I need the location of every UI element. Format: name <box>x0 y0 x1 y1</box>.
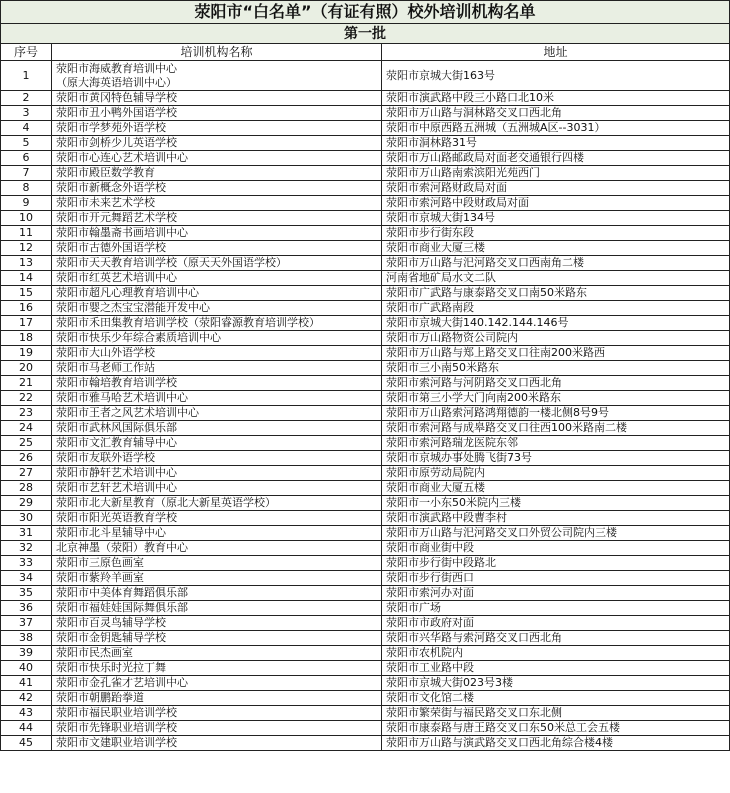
institution-name: 荥阳市北斗星辅导中心 <box>56 526 166 539</box>
institution-name: 荥阳市殿臣数学教育 <box>56 166 155 179</box>
table-row <box>1 331 730 346</box>
table-row <box>1 466 730 481</box>
table-row <box>1 496 730 511</box>
institution-name-cell <box>52 481 382 496</box>
table-row <box>1 241 730 256</box>
institution-address: 荥阳市商业街中段 <box>382 541 730 556</box>
institution-address: 荥阳市步行街东段 <box>382 226 730 241</box>
institution-name: 荥阳市百灵鸟辅导学校 <box>56 616 166 629</box>
institution-name-cell <box>52 286 382 301</box>
table-row <box>1 181 730 196</box>
row-number: 36 <box>1 601 52 616</box>
row-number: 26 <box>1 451 52 466</box>
table-row <box>1 586 730 601</box>
table-row <box>1 406 730 421</box>
institution-name: 荥阳市红英艺术培训中心 <box>56 271 177 284</box>
institution-address: 荥阳市康泰路与唐王路交叉口东50米总工会五楼 <box>382 721 730 736</box>
row-number: 11 <box>1 226 52 241</box>
institution-name: 荥阳市静轩艺术培训中心 <box>56 466 177 479</box>
institution-name: 荥阳市紫羚羊画室 <box>56 571 144 584</box>
institution-name: 荥阳市新概念外语学校 <box>56 181 166 194</box>
row-number: 2 <box>1 91 52 106</box>
row-number: 3 <box>1 106 52 121</box>
row-number: 40 <box>1 661 52 676</box>
institution-name-cell <box>52 316 382 331</box>
row-number: 16 <box>1 301 52 316</box>
table-row <box>1 121 730 136</box>
institution-name-cell <box>52 256 382 271</box>
institution-name-cell <box>52 511 382 526</box>
table-row <box>1 451 730 466</box>
institution-name: 荥阳市开元舞蹈艺术学校 <box>56 211 177 224</box>
table-row <box>1 136 730 151</box>
table-row <box>1 151 730 166</box>
institution-name-cell <box>52 556 382 571</box>
institution-name: 荥阳市北大新星教育（原北大新星英语学校） <box>56 496 276 509</box>
institution-name-cell <box>52 271 382 286</box>
institution-name: 荥阳市海威教育培训中心 <box>56 61 177 75</box>
institution-address: 荥阳市广武路与康泰路交叉口南50米路东 <box>382 286 730 301</box>
column-header-no: 序号 <box>1 44 52 61</box>
row-number: 4 <box>1 121 52 136</box>
institution-address: 荥阳市工业路中段 <box>382 661 730 676</box>
institution-name: 荥阳市婴之杰宝宝潜能开发中心 <box>56 301 210 314</box>
institution-name-cell <box>52 361 382 376</box>
institution-name-cell <box>52 406 382 421</box>
institution-address: 荥阳市索河路与河阴路交叉口西北角 <box>382 376 730 391</box>
table-row <box>1 481 730 496</box>
institution-address: 荥阳市索河路财政局对面 <box>382 181 730 196</box>
row-number: 19 <box>1 346 52 361</box>
table-row <box>1 346 730 361</box>
institution-name-cell <box>52 106 382 121</box>
table-row <box>1 316 730 331</box>
row-number: 38 <box>1 631 52 646</box>
institution-name-cell <box>52 466 382 481</box>
institution-address: 荥阳市三小南50米路东 <box>382 361 730 376</box>
institution-name: 荥阳市天天教育培训学校（原天天外国语学校） <box>56 256 287 269</box>
institution-address: 荥阳市原劳动局院内 <box>382 466 730 481</box>
institution-name-cell <box>52 661 382 676</box>
table-row <box>1 301 730 316</box>
institution-address: 荥阳市中原西路五洲城（五洲城A区--3031） <box>382 121 730 136</box>
table-row <box>1 556 730 571</box>
row-number: 20 <box>1 361 52 376</box>
institution-address: 荥阳市万山路与郑上路交叉口往南200米路西 <box>382 346 730 361</box>
table-row <box>1 421 730 436</box>
institution-name-cell <box>52 211 382 226</box>
row-number: 14 <box>1 271 52 286</box>
institution-address: 荥阳市万山路索河路鸿翔德韵一楼北侧8号9号 <box>382 406 730 421</box>
table-row <box>1 106 730 121</box>
institution-name-cell <box>52 616 382 631</box>
table-row <box>1 511 730 526</box>
institution-address: 荥阳市文化馆二楼 <box>382 691 730 706</box>
institution-name: 荥阳市中美体育舞蹈俱乐部 <box>56 586 188 599</box>
row-number: 29 <box>1 496 52 511</box>
row-number: 22 <box>1 391 52 406</box>
row-number: 32 <box>1 541 52 556</box>
institution-address: 荥阳市万山路与洞林路交叉口西北角 <box>382 106 730 121</box>
institution-name: 荥阳市学梦苑外语学校 <box>56 121 166 134</box>
row-number: 43 <box>1 706 52 721</box>
table-row <box>1 676 730 691</box>
institution-name: 荥阳市心连心艺术培训中心 <box>56 151 188 164</box>
table-row <box>1 691 730 706</box>
institution-name: 荥阳市翰墨斋书画培训中心 <box>56 226 188 239</box>
row-number: 42 <box>1 691 52 706</box>
row-number: 9 <box>1 196 52 211</box>
institution-name: 荥阳市民杰画室 <box>56 646 133 659</box>
table-row <box>1 736 730 751</box>
institution-address: 荥阳市京城大街163号 <box>382 61 730 91</box>
institution-name: 荥阳市快乐时光拉丁舞 <box>56 661 166 674</box>
institution-address: 荥阳市一小东50米院内三楼 <box>382 496 730 511</box>
row-number: 15 <box>1 286 52 301</box>
table-row <box>1 571 730 586</box>
table-row <box>1 616 730 631</box>
institution-name: 荥阳市福娃娃国际舞俱乐部 <box>56 601 188 614</box>
institution-name-cell <box>52 121 382 136</box>
institution-address: 荥阳市广场 <box>382 601 730 616</box>
row-number: 17 <box>1 316 52 331</box>
institution-name-cell <box>52 61 382 91</box>
row-number: 31 <box>1 526 52 541</box>
institution-name: 北京神墨（荥阳）教育中心 <box>56 541 188 554</box>
table-row <box>1 646 730 661</box>
institution-name-cell <box>52 721 382 736</box>
table-row <box>1 541 730 556</box>
institution-name: 荥阳市阳光英语教育学校 <box>56 511 177 524</box>
institution-name-cell <box>52 166 382 181</box>
institution-name-cell <box>52 526 382 541</box>
institution-address: 荥阳市演武路中段曹李村 <box>382 511 730 526</box>
row-number: 23 <box>1 406 52 421</box>
institution-name-cell <box>52 676 382 691</box>
header-row <box>1 44 730 61</box>
table-row <box>1 631 730 646</box>
institution-name-cell <box>52 601 382 616</box>
institution-address: 荥阳市商业大厦五楼 <box>382 481 730 496</box>
table-row <box>1 196 730 211</box>
institution-name-cell <box>52 226 382 241</box>
institution-name: 荥阳市金孔雀才艺培训中心 <box>56 676 188 689</box>
institution-address: 荥阳市兴华路与索河路交叉口西北角 <box>382 631 730 646</box>
table-row <box>1 256 730 271</box>
institution-name-cell <box>52 631 382 646</box>
institution-name: 荥阳市三原色画室 <box>56 556 144 569</box>
institution-name-cell <box>52 91 382 106</box>
table-row <box>1 286 730 301</box>
institution-name-cell <box>52 421 382 436</box>
institution-name: 荥阳市未来艺术学校 <box>56 196 155 209</box>
institution-address: 荥阳市索河路与成皋路交叉口往西100米路南二楼 <box>382 421 730 436</box>
institution-name: 荥阳市友联外语学校 <box>56 451 155 464</box>
institution-address: 荥阳市京城大街023号3楼 <box>382 676 730 691</box>
institution-name: 荥阳市文建职业培训学校 <box>56 736 177 749</box>
institution-name-cell <box>52 151 382 166</box>
table-row <box>1 526 730 541</box>
institution-name: 荥阳市禾田集教育培训学校（荥阳睿源教育培训学校） <box>56 316 320 329</box>
institution-name-cell <box>52 391 382 406</box>
institution-name: 荥阳市古德外国语学校 <box>56 241 166 254</box>
institution-address: 荥阳市洞林路31号 <box>382 136 730 151</box>
institution-address: 河南省地矿局水文二队 <box>382 271 730 286</box>
institution-address: 荥阳市万山路物资公司院内 <box>382 331 730 346</box>
table-row <box>1 61 730 91</box>
table-row <box>1 361 730 376</box>
row-number: 21 <box>1 376 52 391</box>
table-row <box>1 271 730 286</box>
row-number: 6 <box>1 151 52 166</box>
institution-name-cell <box>52 451 382 466</box>
institution-name: 荥阳市快乐少年综合素质培训中心 <box>56 331 221 344</box>
institution-name-cell <box>52 736 382 751</box>
row-number: 44 <box>1 721 52 736</box>
row-number: 41 <box>1 676 52 691</box>
institution-name: 荥阳市艺轩艺术培训中心 <box>56 481 177 494</box>
institution-name-cell <box>52 496 382 511</box>
institution-address: 荥阳市万山路邮政局对面老交通银行四楼 <box>382 151 730 166</box>
table-row <box>1 166 730 181</box>
institution-name-cell <box>52 586 382 601</box>
institution-name-cell <box>52 646 382 661</box>
institution-name-cell <box>52 181 382 196</box>
institution-address: 荥阳市万山路与演武路交叉口西北角综合楼4楼 <box>382 736 730 751</box>
institution-name-cell <box>52 706 382 721</box>
table-row <box>1 661 730 676</box>
table-row <box>1 391 730 406</box>
institution-name: 荥阳市金钥匙辅导学校 <box>56 631 166 644</box>
institution-address: 荥阳市京城办事处腾飞街73号 <box>382 451 730 466</box>
institution-address: 荥阳市索河办对面 <box>382 586 730 601</box>
row-number: 10 <box>1 211 52 226</box>
row-number: 5 <box>1 136 52 151</box>
institution-address: 荥阳市市政府对面 <box>382 616 730 631</box>
row-number: 24 <box>1 421 52 436</box>
institution-name-cell <box>52 301 382 316</box>
row-number: 27 <box>1 466 52 481</box>
institution-name: 荥阳市马老师工作站 <box>56 361 155 374</box>
institution-name: 荥阳市朝鹏跆拳道 <box>56 691 144 704</box>
table-row <box>1 226 730 241</box>
institution-name: 荥阳市黄冈特色辅导学校 <box>56 91 177 104</box>
institution-name-cell <box>52 376 382 391</box>
table-row <box>1 706 730 721</box>
row-number: 34 <box>1 571 52 586</box>
table-row <box>1 436 730 451</box>
institution-name-cell <box>52 691 382 706</box>
institution-name-cell <box>52 241 382 256</box>
row-number: 7 <box>1 166 52 181</box>
institution-address: 荥阳市农机院内 <box>382 646 730 661</box>
institution-name-cell <box>52 346 382 361</box>
table-row <box>1 601 730 616</box>
institution-name: 荥阳市武林风国际俱乐部 <box>56 421 177 434</box>
institution-name: 荥阳市丑小鸭外国语学校 <box>56 106 177 119</box>
table-title: 荥阳市“白名单”（有证有照）校外培训机构名单 <box>1 1 730 24</box>
table-row <box>1 211 730 226</box>
institution-address: 荥阳市索河路瑞龙医院东邻 <box>382 436 730 451</box>
institution-name-cell <box>52 331 382 346</box>
institution-address: 荥阳市京城大街140.142.144.146号 <box>382 316 730 331</box>
column-header-name: 培训机构名称 <box>52 44 382 61</box>
row-number: 45 <box>1 736 52 751</box>
table-row <box>1 721 730 736</box>
batch-label: 第一批 <box>1 24 730 44</box>
row-number: 8 <box>1 181 52 196</box>
institution-name: 荥阳市翰培教育培训学校 <box>56 376 177 389</box>
row-number: 33 <box>1 556 52 571</box>
row-number: 28 <box>1 481 52 496</box>
row-number: 39 <box>1 646 52 661</box>
institution-name: 荥阳市雅马哈艺术培训中心 <box>56 391 188 404</box>
institution-address: 荥阳市步行街中段路北 <box>382 556 730 571</box>
row-number: 13 <box>1 256 52 271</box>
row-number: 1 <box>1 61 52 91</box>
institution-address: 荥阳市演武路中段三小路口北10米 <box>382 91 730 106</box>
institution-address: 荥阳市繁荣街与福民路交叉口东北侧 <box>382 706 730 721</box>
institution-name-cell <box>52 571 382 586</box>
institution-address: 荥阳市京城大街134号 <box>382 211 730 226</box>
institution-name-cell <box>52 541 382 556</box>
row-number: 30 <box>1 511 52 526</box>
institution-name-cell <box>52 196 382 211</box>
row-number: 37 <box>1 616 52 631</box>
row-number: 18 <box>1 331 52 346</box>
institution-name: 荥阳市王者之风艺术培训中心 <box>56 406 199 419</box>
institution-address: 荥阳市步行街西口 <box>382 571 730 586</box>
table-row <box>1 376 730 391</box>
institution-address: 荥阳市商业大厦三楼 <box>382 241 730 256</box>
institution-address: 荥阳市万山路与汜河路交叉口西南角二楼 <box>382 256 730 271</box>
institution-address: 荥阳市万山路南索滨阳光苑西门 <box>382 166 730 181</box>
institution-name: 荥阳市福民职业培训学校 <box>56 706 177 719</box>
row-number: 35 <box>1 586 52 601</box>
row-number: 12 <box>1 241 52 256</box>
institution-name: 荥阳市大山外语学校 <box>56 346 155 359</box>
column-header-address: 地址 <box>382 44 730 61</box>
institution-name-cell <box>52 436 382 451</box>
institution-name: 荥阳市文汇教育辅导中心 <box>56 436 177 449</box>
institution-name: 荥阳市剑桥少儿英语学校 <box>56 136 177 149</box>
institution-former-name: （原大海英语培训中心） <box>56 75 177 89</box>
institution-address: 荥阳市万山路与汜河路交叉口外贸公司院内三楼 <box>382 526 730 541</box>
institution-address: 荥阳市索河路中段财政局对面 <box>382 196 730 211</box>
table-row <box>1 91 730 106</box>
institution-name-cell <box>52 136 382 151</box>
row-number: 25 <box>1 436 52 451</box>
institution-name: 荥阳市超凡心理教育培训中心 <box>56 286 199 299</box>
institution-name: 荥阳市先锋职业培训学校 <box>56 721 177 734</box>
institution-address: 荥阳市第三小学大门向南200米路东 <box>382 391 730 406</box>
institution-address: 荥阳市广武路南段 <box>382 301 730 316</box>
